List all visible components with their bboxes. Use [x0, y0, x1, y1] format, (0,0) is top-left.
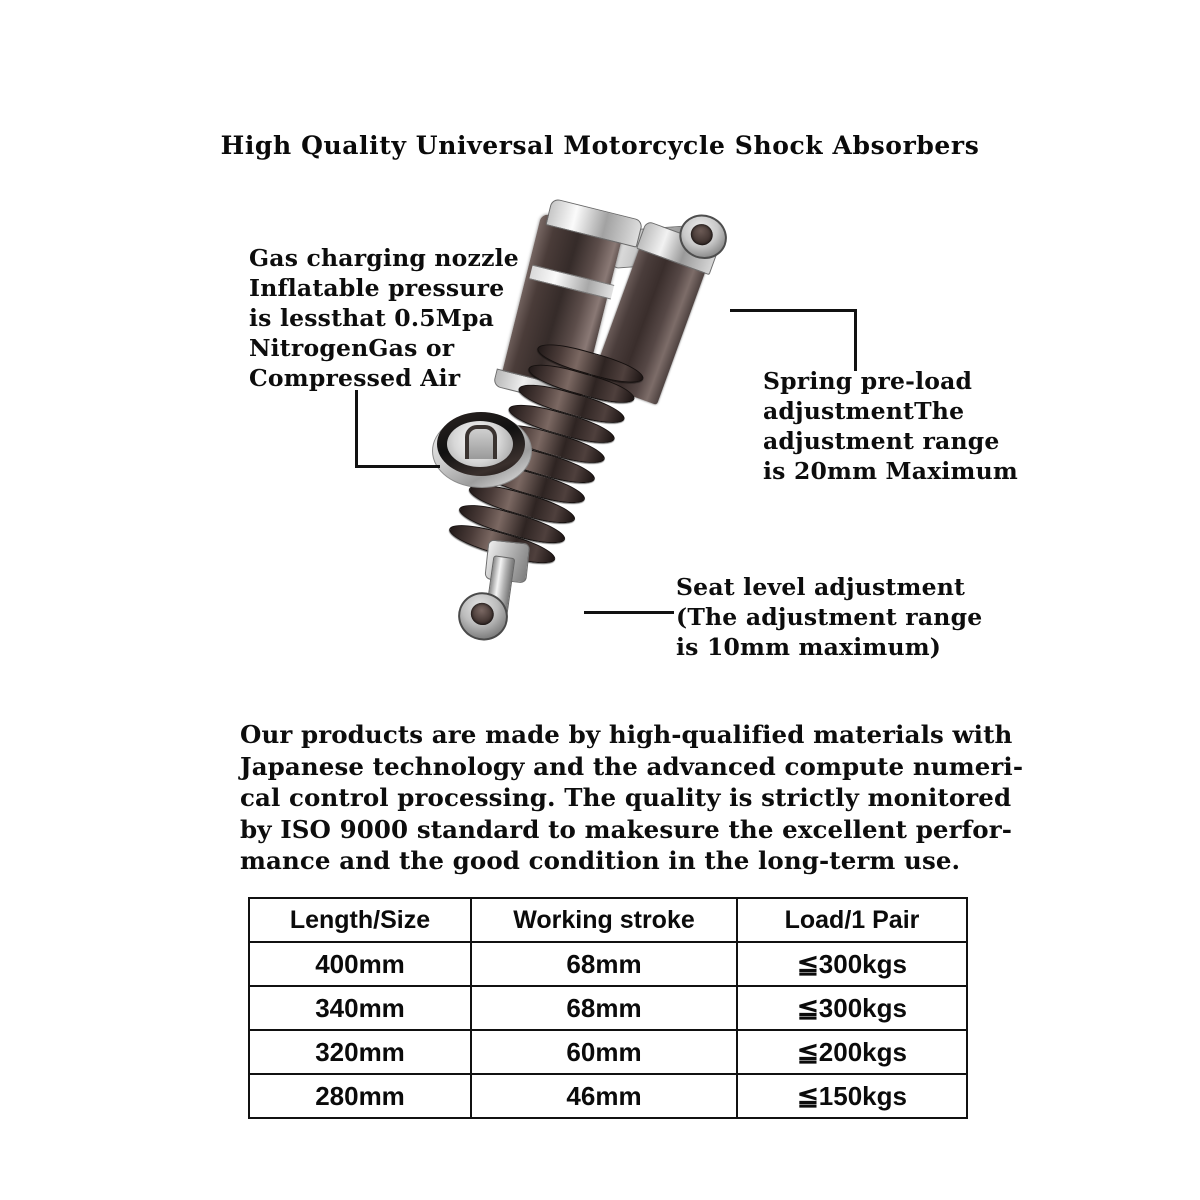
annotation-line: is lessthat 0.5Mpa — [249, 304, 495, 332]
cell-load: ≦200kgs — [737, 1030, 967, 1074]
annotation-line: (The adjustment range — [676, 603, 983, 631]
gas-charging-nozzle-detail — [432, 410, 530, 488]
cell-stroke: 60mm — [471, 1030, 737, 1074]
column-header-load: Load/1 Pair — [737, 898, 967, 942]
cell-length: 320mm — [249, 1030, 471, 1074]
column-header-stroke: Working stroke — [471, 898, 737, 942]
page-title: High Quality Universal Motorcycle Shock Absorbers — [220, 131, 980, 160]
description-line: Our products are made by high-qualified materials with — [240, 720, 1013, 749]
cell-stroke: 68mm — [471, 942, 737, 986]
annotation-line: adjustmentThe — [763, 397, 965, 425]
cell-load: ≦150kgs — [737, 1074, 967, 1118]
leader-line-seat-horizontal — [584, 611, 674, 614]
cell-load: ≦300kgs — [737, 942, 967, 986]
specification-table — [248, 897, 968, 1119]
leader-line-gas-horizontal — [355, 465, 440, 468]
annotation-line: adjustment range — [763, 427, 1000, 455]
annotation-line: Spring pre-load — [763, 367, 973, 395]
column-header-length: Length/Size — [249, 898, 471, 942]
annotation-line: Gas charging nozzle — [249, 244, 519, 272]
cell-length: 340mm — [249, 986, 471, 1030]
annotation-line: Seat level adjustment — [676, 573, 966, 601]
cell-stroke: 68mm — [471, 986, 737, 1030]
table-header-row — [249, 898, 967, 942]
annotation-line: is 20mm Maximum — [763, 457, 1018, 485]
leader-line-gas-vertical — [355, 390, 358, 468]
annotation-gas-charging-nozzle — [249, 243, 519, 393]
table-row — [249, 1074, 967, 1118]
description-line: Japanese technology and the advanced compute numeri- — [240, 751, 1024, 781]
annotation-seat-level — [676, 572, 982, 662]
description-line: mance and the good condition in the long-term use. — [240, 846, 961, 875]
annotation-line: Inflatable pressure — [249, 274, 505, 302]
annotation-line: NitrogenGas or — [249, 334, 455, 362]
cell-stroke: 46mm — [471, 1074, 737, 1118]
annotation-spring-preload — [763, 366, 1018, 486]
cell-load: ≦300kgs — [737, 986, 967, 1030]
annotation-line: is 10mm maximum) — [676, 633, 942, 661]
description-line: cal control processing. The quality is strictly monitored — [240, 783, 1012, 812]
nozzle-valve-icon — [465, 425, 497, 459]
annotation-line: Compressed Air — [249, 364, 461, 392]
table-row — [249, 1030, 967, 1074]
leader-line-spring-horizontal — [730, 309, 857, 312]
leader-line-spring-vertical — [854, 309, 857, 371]
description-line: by ISO 9000 standard to makesure the excellent perfor- — [240, 814, 1012, 844]
cell-length: 280mm — [249, 1074, 471, 1118]
table-row — [249, 942, 967, 986]
table-row — [249, 986, 967, 1030]
description-paragraph — [240, 719, 1024, 877]
cell-length: 400mm — [249, 942, 471, 986]
